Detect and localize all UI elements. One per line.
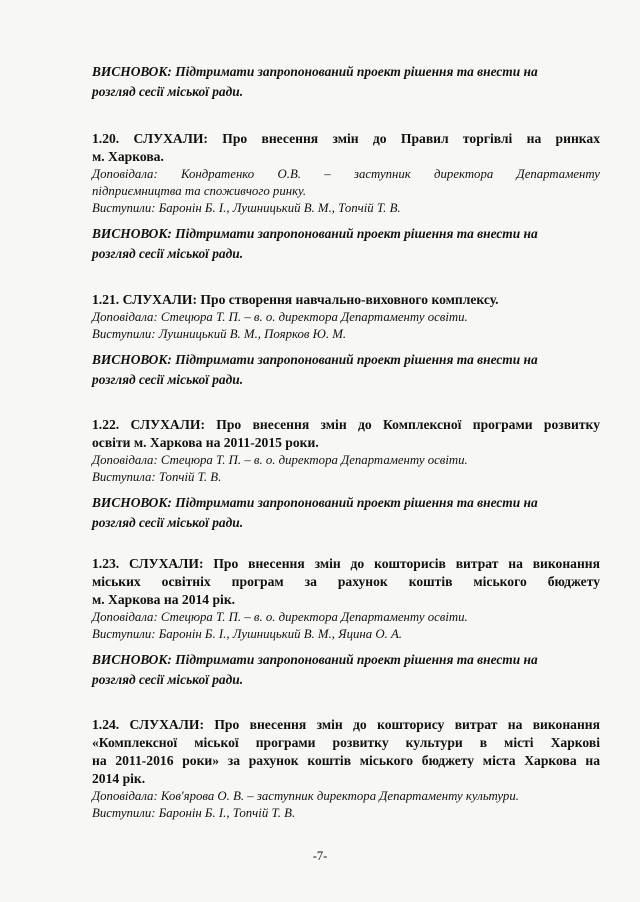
item-heading: освіти м. Харкова на 2011-2015 роки.	[92, 435, 319, 450]
conclusion-line: ВИСНОВОК: Підтримати запропонований проект рішення та внести на	[92, 352, 538, 367]
reporter-line: Доповідала: Кондратенко О.В. – заступник директора Департаменту	[92, 167, 600, 181]
reporter-line: Доповідала: Ков'ярова О. В. – заступник директора Департаменту культури.	[92, 789, 519, 803]
item-heading: міських освітніх програм за рахунок коштів міського бюджету	[92, 574, 600, 589]
conclusion-line: ВИСНОВОК: Підтримати запропонований проект рішення та внести на	[92, 226, 538, 241]
agenda-item-1-23	[92, 555, 600, 690]
agenda-item-1-20	[92, 130, 600, 264]
page-number: -7-	[312, 849, 328, 863]
conclusion-line: розгляд сесії міської ради.	[92, 515, 244, 530]
speakers-line: Виступили: Баронін Б. І., Лушницький В. М., Яцина О. А.	[92, 627, 402, 641]
conclusion-line: розгляд сесії міської ради.	[92, 84, 244, 99]
conclusion-line: розгляд сесії міської ради.	[92, 372, 244, 387]
item-heading: 1.20. СЛУХАЛИ: Про внесення змін до Правил торгівлі на ринках	[92, 131, 600, 146]
item-heading: м. Харкова.	[92, 149, 164, 164]
reporter-line: Доповідала: Стецюра Т. П. – в. о. директора Департаменту освіти.	[92, 610, 468, 624]
reporter-line: Доповідала: Стецюра Т. П. – в. о. директора Департаменту освіти.	[92, 453, 468, 467]
conclusion-line: ВИСНОВОК: Підтримати запропонований проект рішення та внести на	[92, 495, 538, 510]
conclusion-line: ВИСНОВОК: Підтримати запропонований проект рішення та внести на	[92, 652, 538, 667]
agenda-item-1-24	[92, 716, 600, 822]
item-heading: 1.22. СЛУХАЛИ: Про внесення змін до Комплексної програми розвитку	[92, 417, 600, 432]
conclusion-line: розгляд сесії міської ради.	[92, 672, 244, 687]
conclusion-line: ВИСНОВОК: Підтримати запропонований проект рішення та внести на	[92, 64, 538, 79]
item-heading: «Комплексної міської програми розвитку культури в місті Харкові	[92, 735, 600, 750]
item-heading: 2014 рік.	[92, 771, 146, 786]
item-heading: 1.21. СЛУХАЛИ: Про створення навчально-виховного комплексу.	[92, 292, 499, 307]
speakers-line: Виступила: Топчій Т. В.	[92, 470, 222, 484]
conclusion-line: розгляд сесії міської ради.	[92, 246, 244, 261]
agenda-item-1-21	[92, 291, 600, 390]
agenda-item-1-22	[92, 416, 600, 533]
speakers-line: Виступили: Лушницький В. М., Поярков Ю. М.	[92, 327, 347, 341]
reporter-line: Доповідала: Стецюра Т. П. – в. о. директора Департаменту освіти.	[92, 310, 468, 324]
item-heading: на 2011-2016 роки» за рахунок коштів міського бюджету міста Харкова на	[92, 753, 600, 768]
item-heading: 1.24. СЛУХАЛИ: Про внесення змін до кошторису витрат на виконання	[92, 717, 600, 732]
speakers-line: Виступили: Баронін Б. І., Топчій Т. В.	[92, 806, 296, 820]
item-heading: м. Харкова на 2014 рік.	[92, 592, 236, 607]
reporter-line: підприємництва та споживчого ринку.	[92, 184, 307, 198]
top-conclusion	[92, 62, 600, 102]
item-heading: 1.23. СЛУХАЛИ: Про внесення змін до кошторисів витрат на виконання	[92, 556, 600, 571]
speakers-line: Виступили: Баронін Б. І., Лушницький В. М., Топчій Т. В.	[92, 201, 401, 215]
